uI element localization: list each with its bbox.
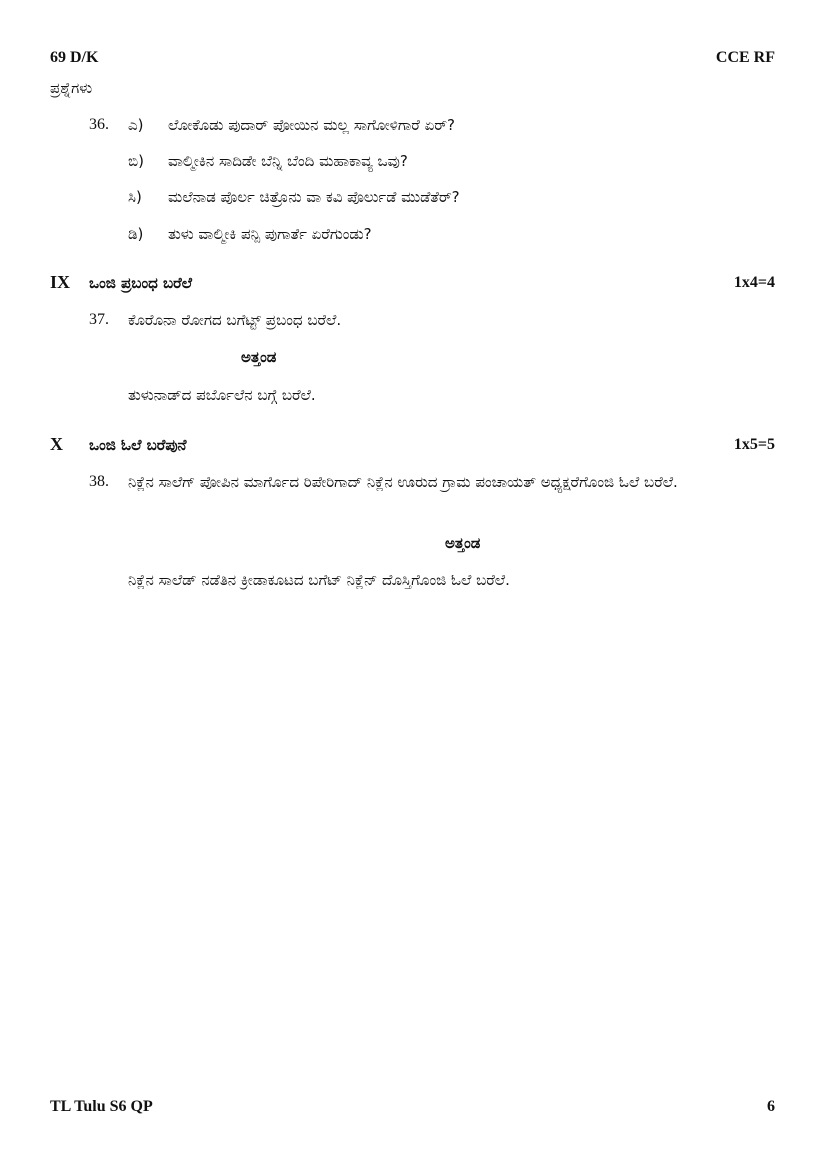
alternative-question-text: ತುಳುನಾಡ್‌ದ ಪರ್ಬೊಲೆನ ಬಗ್ಗೆ ಬರೆಲೆ. — [128, 386, 316, 404]
question-text: ನಿಕ್ಲೆನ ಸಾಲೆಗ್ ಪೋಪಿನ ಮಾರ್ಗೊದ ರಿಪೇರಿಗಾದ್ ನಿಕ್ಲೆನ ಊರುದ ಗ್ರಾಮ ಪಂಚಾಯತ್ ಅಧ್ಯಕ್ಷರೆಗೊಂಜಿ ಓಲೆ ಬರೆಲೆ. — [128, 473, 678, 491]
option-label: ಸಿ) — [128, 188, 142, 206]
paper-code: 69 D/K — [50, 49, 99, 66]
option-label: ಎ) — [128, 116, 144, 134]
exam-code: CCE RF — [715, 49, 775, 66]
option-label: ಡಿ) — [128, 225, 144, 243]
option-label: ಬಿ) — [128, 152, 144, 170]
option-text: ಮಲೆನಾಡ ಪೊರ್ಲ ಚಿತ್ರೊನು ವಾ ಕವಿ ಪೊರ್ಲುಡೆ ಮುಡೆತೆರ್? — [168, 188, 460, 206]
alternative-question-text: ನಿಕ್ಲೆನ ಸಾಲೆಡ್ ನಡೆತಿನ ಕ್ರೀಡಾಕೂಟದ ಬಗೆಟ್ ನಿಕ್ಲೆನ್ ದೊಸ್ತಿಗೊಂಜಿ ಓಲೆ ಬರೆಲೆ. — [128, 571, 510, 589]
section-title: ಒಂಜಿ ಪ್ರಬಂಧ ಬರೆಲೆ — [89, 274, 193, 292]
or-separator: ಅತ್ತಂಡ — [241, 348, 277, 366]
section-title: ಒಂಜಿ ಓಲೆ ಬರೆಪುನೆ — [89, 436, 187, 454]
or-separator: ಅತ್ತಂಡ — [445, 534, 481, 552]
section-roman-numeral: X — [50, 434, 63, 454]
page-number: 6 — [767, 1098, 775, 1115]
section-roman-numeral: IX — [50, 272, 71, 292]
section-subtitle: ಪ್ರಶ್ನೆಗಳು — [50, 79, 93, 97]
question-text: ಕೊರೊನಾ ರೋಗದ ಬಗೆಟ್ಟ್ ಪ್ರಬಂಧ ಬರೆಲೆ. — [128, 311, 342, 329]
question-number: 37. — [89, 311, 109, 328]
section-marks: 1x5=5 — [733, 436, 775, 453]
question-number: 38. — [89, 473, 109, 490]
footer-code: TL Tulu S6 QP — [50, 1098, 153, 1115]
question-number: 36. — [89, 116, 109, 133]
option-text: ತುಳು ವಾಲ್ಮೀಕಿ ಪನ್ಪಿ ಪುಗಾರ್ತೆ ಏರೆಗುಂಡು? — [168, 225, 372, 243]
option-text: ವಾಲ್ಮೀಕಿನ ಸಾದಿಡೇ ಬೆನ್ನಿ ಬೆಂದಿ ಮಹಾಕಾವ್ಯ ಒವು? — [168, 152, 408, 170]
option-text: ಲೋಕೊಡು ಪುದಾರ್ ಪೋಯಿನ ಮಲ್ಲ ಸಾಗೋಳಿಗಾರೆ ಏರ್? — [168, 116, 455, 134]
section-marks: 1x4=4 — [733, 274, 775, 291]
